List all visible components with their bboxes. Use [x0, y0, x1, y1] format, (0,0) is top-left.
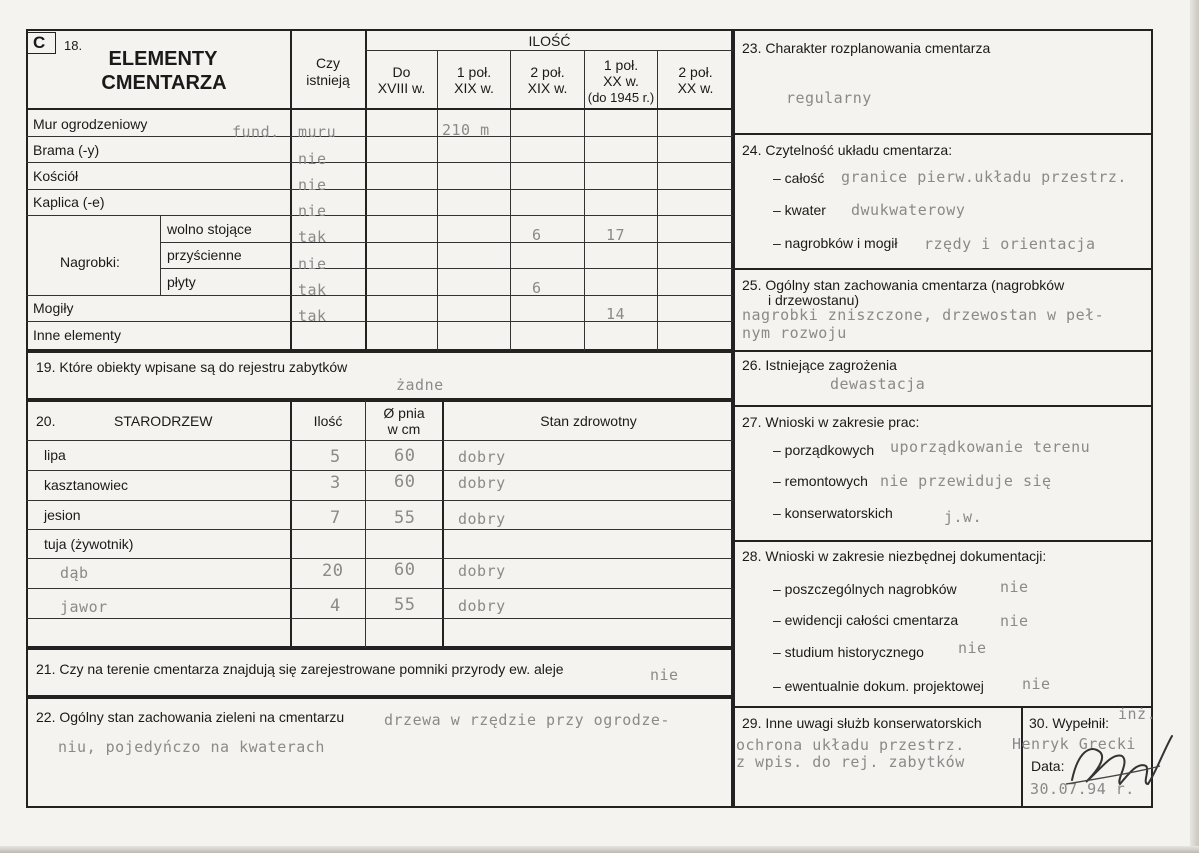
col-ilosc: Ilość: [313, 413, 343, 429]
divider: [160, 215, 161, 295]
section-30-date-label: Data:: [1031, 758, 1065, 774]
divider: [26, 618, 733, 619]
typed-value: 210 m: [442, 121, 490, 139]
tree-name: lipa: [44, 447, 66, 463]
tree-diam: 60: [394, 472, 416, 492]
nagrobki-label: Nagrobki:: [60, 254, 120, 270]
section-28-label: 28. Wnioski w zakresie niezbędnej dokumentacji:: [742, 548, 1047, 564]
tree-count: 3: [330, 473, 341, 493]
tree-name: jawor: [60, 598, 108, 616]
section-28-value: nie: [1000, 578, 1029, 596]
page-edge-right: [1190, 0, 1199, 853]
divider: [160, 268, 733, 269]
card-letter: C: [33, 33, 46, 52]
period-0-l1: Do: [392, 64, 411, 80]
row-label: wolno stojące: [167, 221, 252, 237]
row-label: Mogiły: [33, 300, 74, 316]
typed-value: 6: [532, 226, 542, 244]
typed-value: 6: [532, 279, 542, 297]
section-28-item: – ewidencji całości cmentarza: [773, 612, 959, 628]
section-30-name: Henryk Grecki: [1012, 735, 1136, 753]
divider: [26, 588, 733, 589]
row-label: Inne elementy: [33, 327, 121, 343]
tree-state: dobry: [458, 597, 506, 615]
section-24-value: granice pierw.układu przestrz.: [841, 168, 1127, 186]
section-24-value: dwukwaterowy: [851, 201, 966, 219]
section-18-title-1: ELEMENTY: [108, 48, 218, 70]
typed-value: tak: [298, 281, 327, 299]
section-22-value-2: niu, pojedyńczo na kwaterach: [58, 738, 325, 756]
section-25-value-1: nagrobki zniszczone, drzewostan w peł-: [742, 306, 1105, 324]
section-29-value-2: z wpis. do rej. zabytków: [736, 753, 965, 771]
section-27-item: – remontowych: [773, 473, 868, 489]
section-24-item: – kwater: [773, 202, 826, 218]
period-0-l2: XVIII w.: [377, 80, 426, 96]
tree-name: kasztanowiec: [44, 477, 129, 493]
section-28-value: nie: [958, 639, 987, 657]
divider: [26, 295, 733, 296]
section-25-label-2: i drzewostanu): [768, 292, 860, 308]
typed-value: nie: [298, 255, 327, 273]
col-exist-1: Czy: [315, 55, 341, 71]
divider: [733, 706, 1153, 708]
col-pnia-1: Ø pnia: [383, 405, 425, 421]
divider: [26, 162, 733, 163]
section-29-label: 29. Inne uwagi służb konserwatorskich: [742, 715, 982, 731]
period-1-l1: 1 poł.: [456, 64, 492, 80]
tree-name: jesion: [44, 507, 81, 523]
divider: [442, 400, 444, 648]
section-30-date: 30.07.94 r.: [1030, 780, 1135, 798]
tree-count: 7: [330, 508, 341, 528]
period-2-l2: XIX w.: [527, 80, 568, 96]
section-21-label: 21. Czy na terenie cmentarza znajdują się zarejestrowane pomniki przyrody ew. aleje: [36, 661, 564, 677]
section-27-label: 27. Wnioski w zakresie prac:: [742, 414, 920, 430]
col-stan: Stan zdrowotny: [540, 413, 637, 429]
period-3-l2: XX w.: [603, 73, 639, 89]
typed-value: fund.: [232, 123, 280, 141]
tree-name: dąb: [60, 564, 89, 582]
section-20-title: STARODRZEW: [114, 413, 213, 429]
divider: [365, 400, 366, 648]
page-edge-bottom: [0, 846, 1199, 853]
typed-value: muru: [298, 123, 337, 141]
col-pnia-2: w cm: [387, 421, 421, 437]
divider: [26, 440, 733, 441]
section-21-value: nie: [650, 666, 679, 684]
row-label: Mur ogrodzeniowy: [33, 116, 148, 132]
period-2-l1: 2 poł.: [530, 64, 565, 80]
period-4-l2: XX w.: [677, 80, 714, 96]
divider: [26, 108, 733, 110]
typed-value: tak: [298, 307, 327, 325]
tree-diam: 60: [394, 446, 416, 466]
divider: [733, 268, 1153, 270]
typed-value: 14: [606, 305, 626, 323]
section-20-box: [26, 400, 733, 648]
typed-value: nie: [298, 150, 327, 168]
tree-state: dobry: [458, 510, 506, 528]
typed-value: nie: [298, 176, 327, 194]
tree-state: dobry: [458, 474, 506, 492]
divider: [365, 50, 733, 51]
tree-state: dobry: [458, 448, 506, 466]
row-label: Kaplica (-e): [33, 194, 105, 210]
period-1-l2: XIX w.: [454, 80, 494, 96]
tree-count: 4: [330, 596, 341, 616]
tree-name: tuja (żywotnik): [44, 536, 134, 552]
ilosc-header: ILOŚĆ: [528, 33, 571, 49]
divider: [26, 215, 733, 216]
section-18-number: 18.: [64, 38, 83, 53]
period-3-l1: 1 poł.: [603, 57, 639, 73]
typed-value: tak: [298, 228, 327, 246]
tree-diam: 55: [394, 508, 416, 528]
section-29-value-1: ochrona układu przestrz.: [736, 736, 965, 754]
section-27-value: j.w.: [944, 508, 983, 526]
divider: [1021, 706, 1023, 808]
tree-diam: 60: [394, 560, 416, 580]
section-24-item: – nagrobków i mogił: [773, 235, 898, 251]
section-22-label: 22. Ogólny stan zachowania zieleni na cmentarzu: [36, 709, 345, 725]
divider: [733, 540, 1153, 542]
section-24-item: – całość: [773, 170, 825, 186]
tree-count: 20: [322, 561, 344, 581]
period-3-l3: (do 1945 r.): [587, 90, 655, 105]
divider: [26, 189, 733, 190]
divider: [733, 350, 1153, 352]
section-22-value-1: drzewa w rzędzie przy ogrodze-: [384, 711, 670, 729]
section-19-value: żadne: [396, 376, 444, 394]
divider: [26, 136, 733, 137]
row-label: przyścienne: [167, 247, 242, 263]
row-label: płyty: [167, 274, 196, 290]
row-label: Brama (-y): [33, 142, 100, 158]
section-18-title-2: CMENTARZA: [101, 72, 227, 94]
section-28-item: – ewentualnie dokum. projektowej: [773, 678, 984, 694]
section-27-item: – konserwatorskich: [773, 505, 893, 521]
divider: [26, 321, 733, 322]
section-30-label: 30. Wypełnił:: [1029, 715, 1110, 731]
section-26-value: dewastacja: [830, 375, 926, 393]
divider: [290, 400, 292, 648]
section-23-value: regularny: [786, 89, 872, 107]
typed-value: nie: [298, 202, 327, 220]
section-25-label-1: 25. Ogólny stan zachowania cmentarza (nagrobków: [742, 277, 1065, 293]
typed-value: 17: [606, 226, 626, 244]
section-24-value: rzędy i orientacja: [924, 235, 1096, 253]
period-4-l1: 2 poł.: [678, 64, 713, 80]
section-19-label: 19. Które obiekty wpisane są do rejestru zabytków: [36, 359, 348, 375]
section-26-label: 26. Istniejące zagrożenia: [742, 357, 897, 373]
tree-diam: 55: [394, 595, 416, 615]
section-30-title: inż.: [1118, 705, 1157, 723]
tree-state: dobry: [458, 562, 506, 580]
divider: [26, 558, 733, 559]
divider: [26, 470, 733, 471]
col-exist-2: istnieją: [306, 72, 350, 88]
divider: [733, 405, 1153, 407]
signature-mark: [1060, 722, 1180, 802]
section-28-value: nie: [1022, 675, 1051, 693]
divider: [26, 529, 733, 530]
section-28-item: – studium historycznego: [773, 644, 924, 660]
section-23-label: 23. Charakter rozplanowania cmentarza: [742, 40, 991, 56]
section-25-value-2: nym rozwoju: [742, 324, 847, 342]
divider: [160, 242, 733, 243]
row-label: Kościół: [33, 168, 79, 184]
tree-count: 5: [330, 447, 341, 467]
section-24-label: 24. Czytelność układu cmentarza:: [742, 142, 953, 158]
section-28-item: – poszczególnych nagrobków: [773, 581, 957, 597]
divider: [733, 133, 1153, 135]
divider: [26, 500, 733, 501]
section-20-number: 20.: [36, 413, 56, 429]
section-28-value: nie: [1000, 612, 1029, 630]
section-27-value: nie przewiduje się: [880, 472, 1052, 490]
section-27-item: – porządkowych: [773, 442, 875, 458]
section-27-value: uporządkowanie terenu: [890, 438, 1091, 456]
